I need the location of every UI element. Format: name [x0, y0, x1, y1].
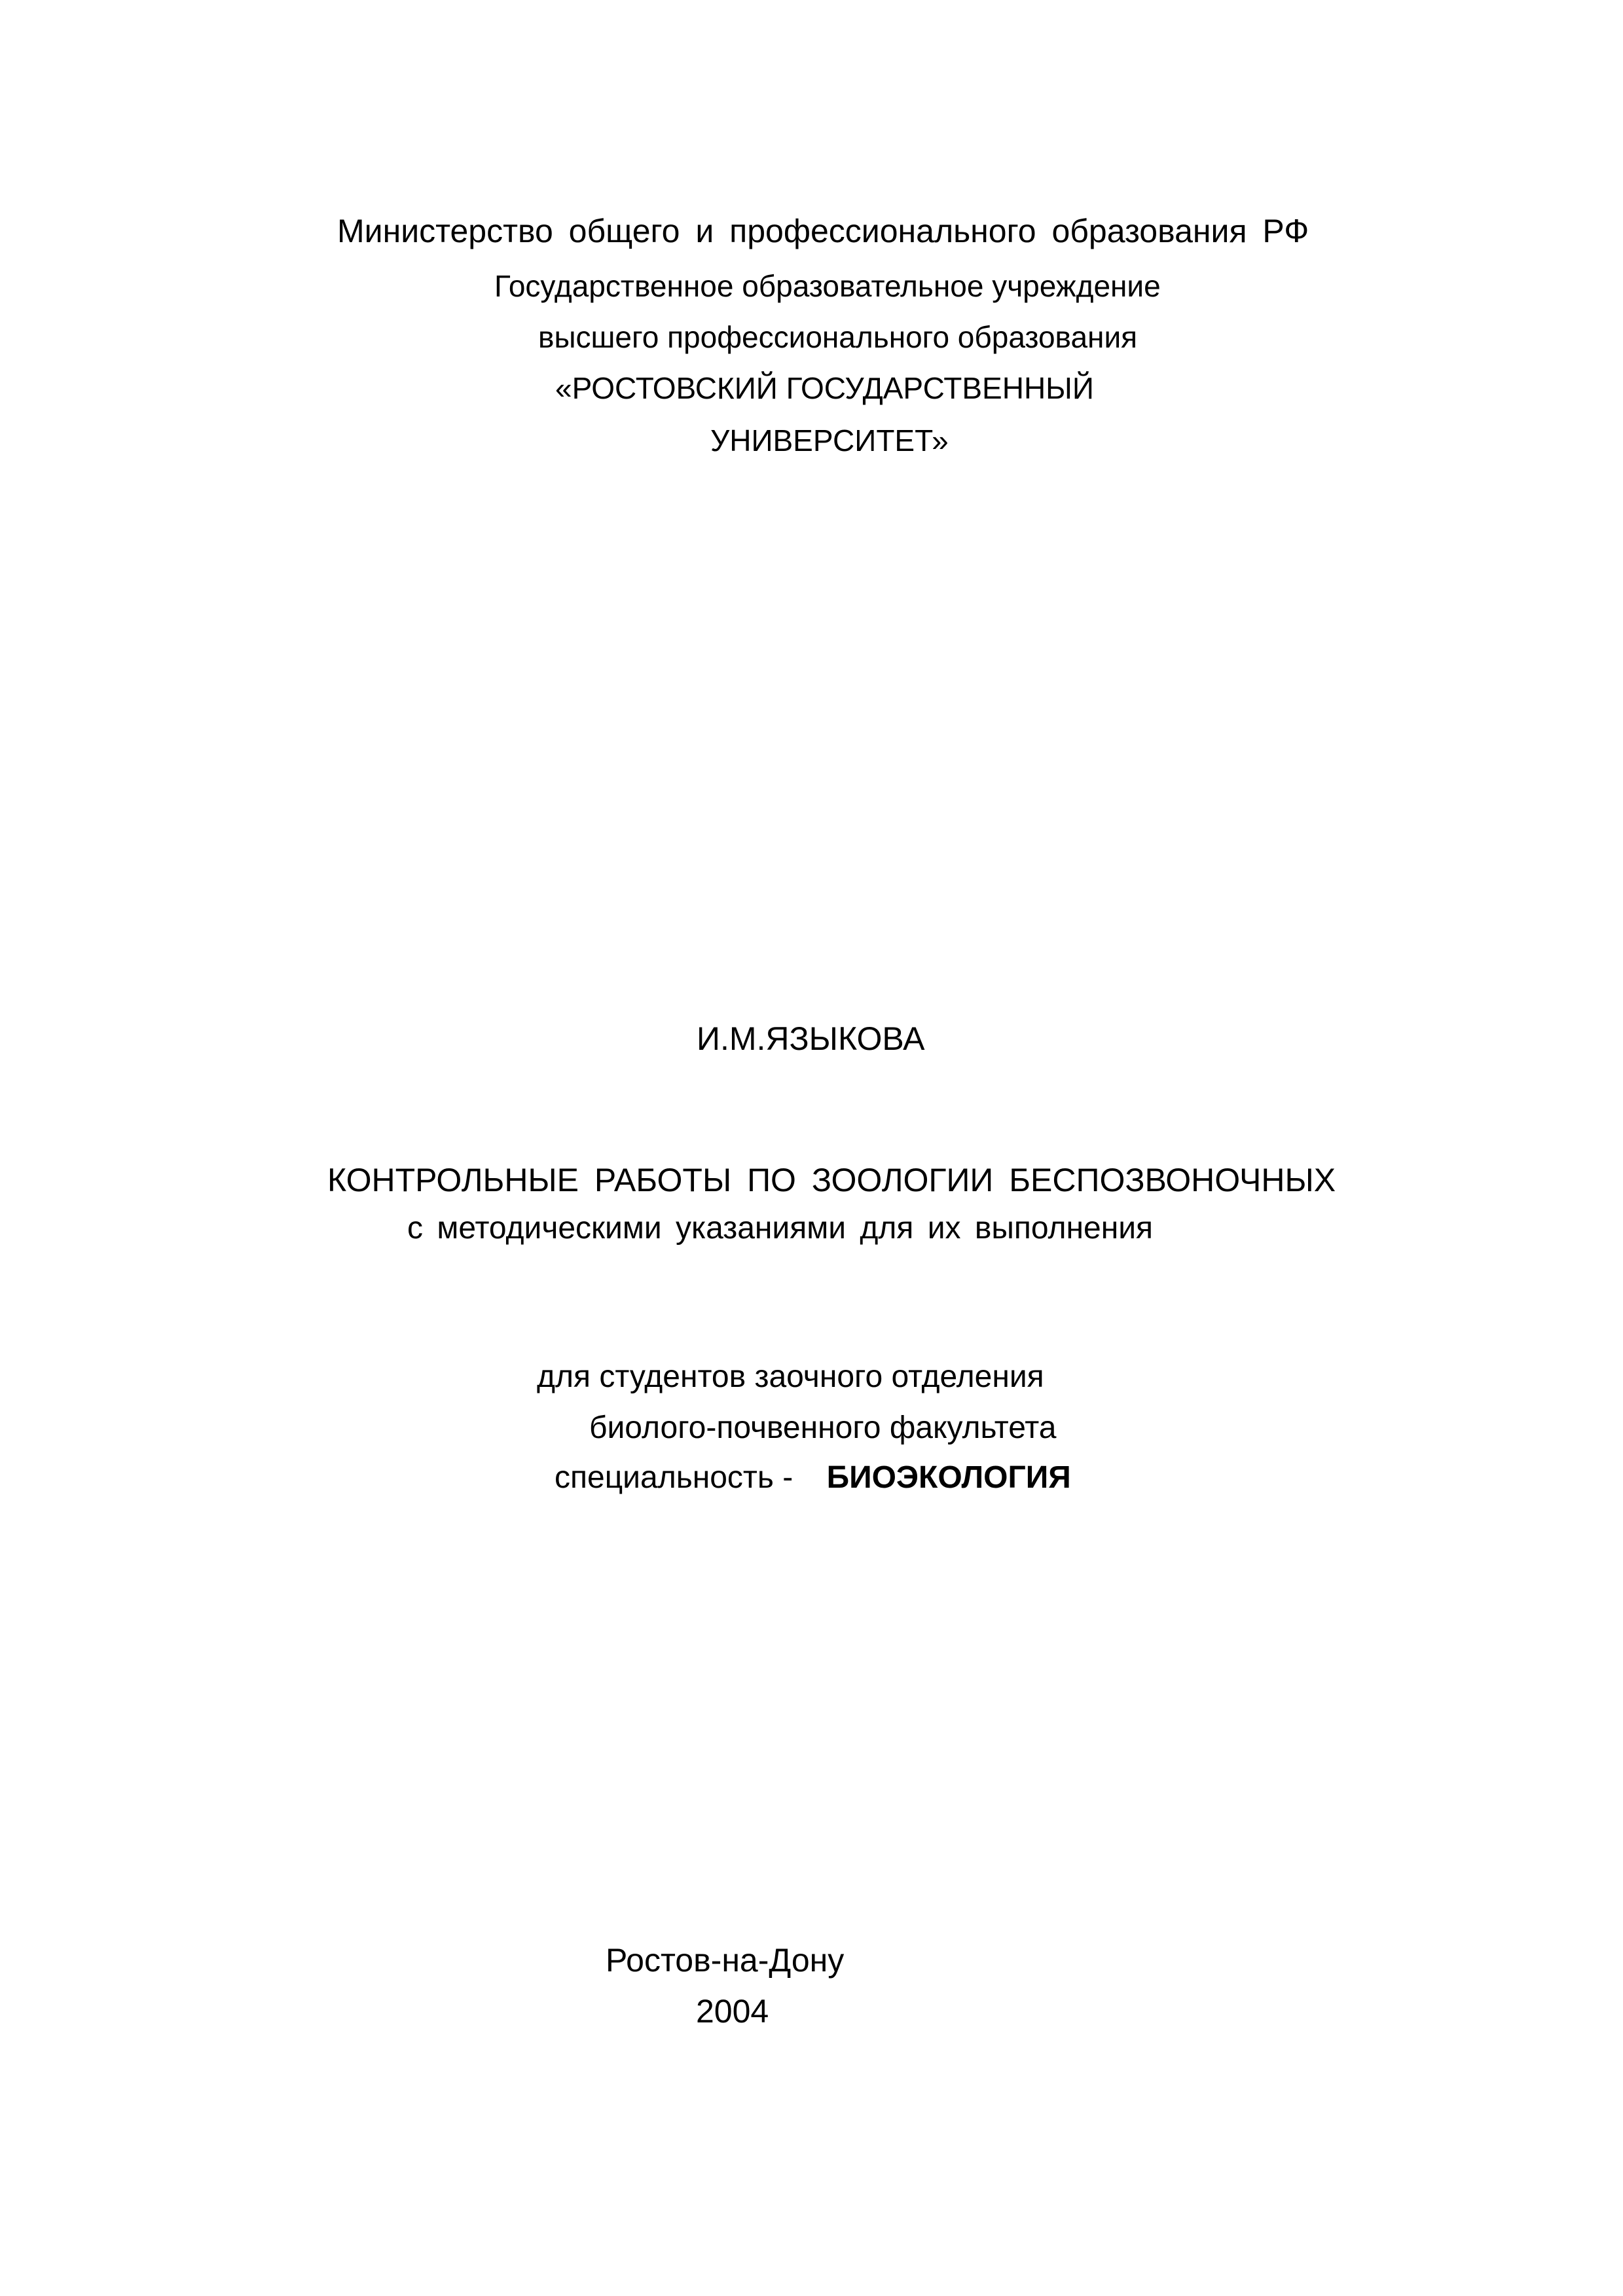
specialty-line: [555, 1462, 1071, 1494]
author-name: И.М.ЯЗЫКОВА: [697, 1020, 925, 1057]
specialty-label: специальность -: [555, 1460, 793, 1495]
publication-year: 2004: [696, 1993, 769, 2030]
university-name-line-1: «РОСТОВСКИЙ ГОСУДАРСТВЕННЫЙ: [555, 371, 1094, 405]
institution-line-1: Государственное образовательное учреждение: [494, 269, 1161, 303]
audience-line-2: биолого-почвенного факультета: [589, 1410, 1057, 1445]
specialty-value: БИОЭКОЛОГИЯ: [826, 1460, 1071, 1495]
university-name-line-2: УНИВЕРСИТЕТ»: [710, 423, 949, 457]
ministry-line: Министерство общего и профессионального образования РФ: [337, 213, 1309, 249]
publication-city: Ростов-на-Дону: [606, 1942, 845, 1979]
document-subtitle: с методическими указаниями для их выполнения: [407, 1211, 1154, 1246]
document-title: КОНТРОЛЬНЫЕ РАБОТЫ ПО ЗООЛОГИИ БЕСПОЗВОНОЧНЫХ: [327, 1162, 1336, 1198]
institution-line-2: высшего профессионального образования: [538, 320, 1138, 354]
audience-line-1: для студентов заочного отделения: [537, 1359, 1044, 1394]
